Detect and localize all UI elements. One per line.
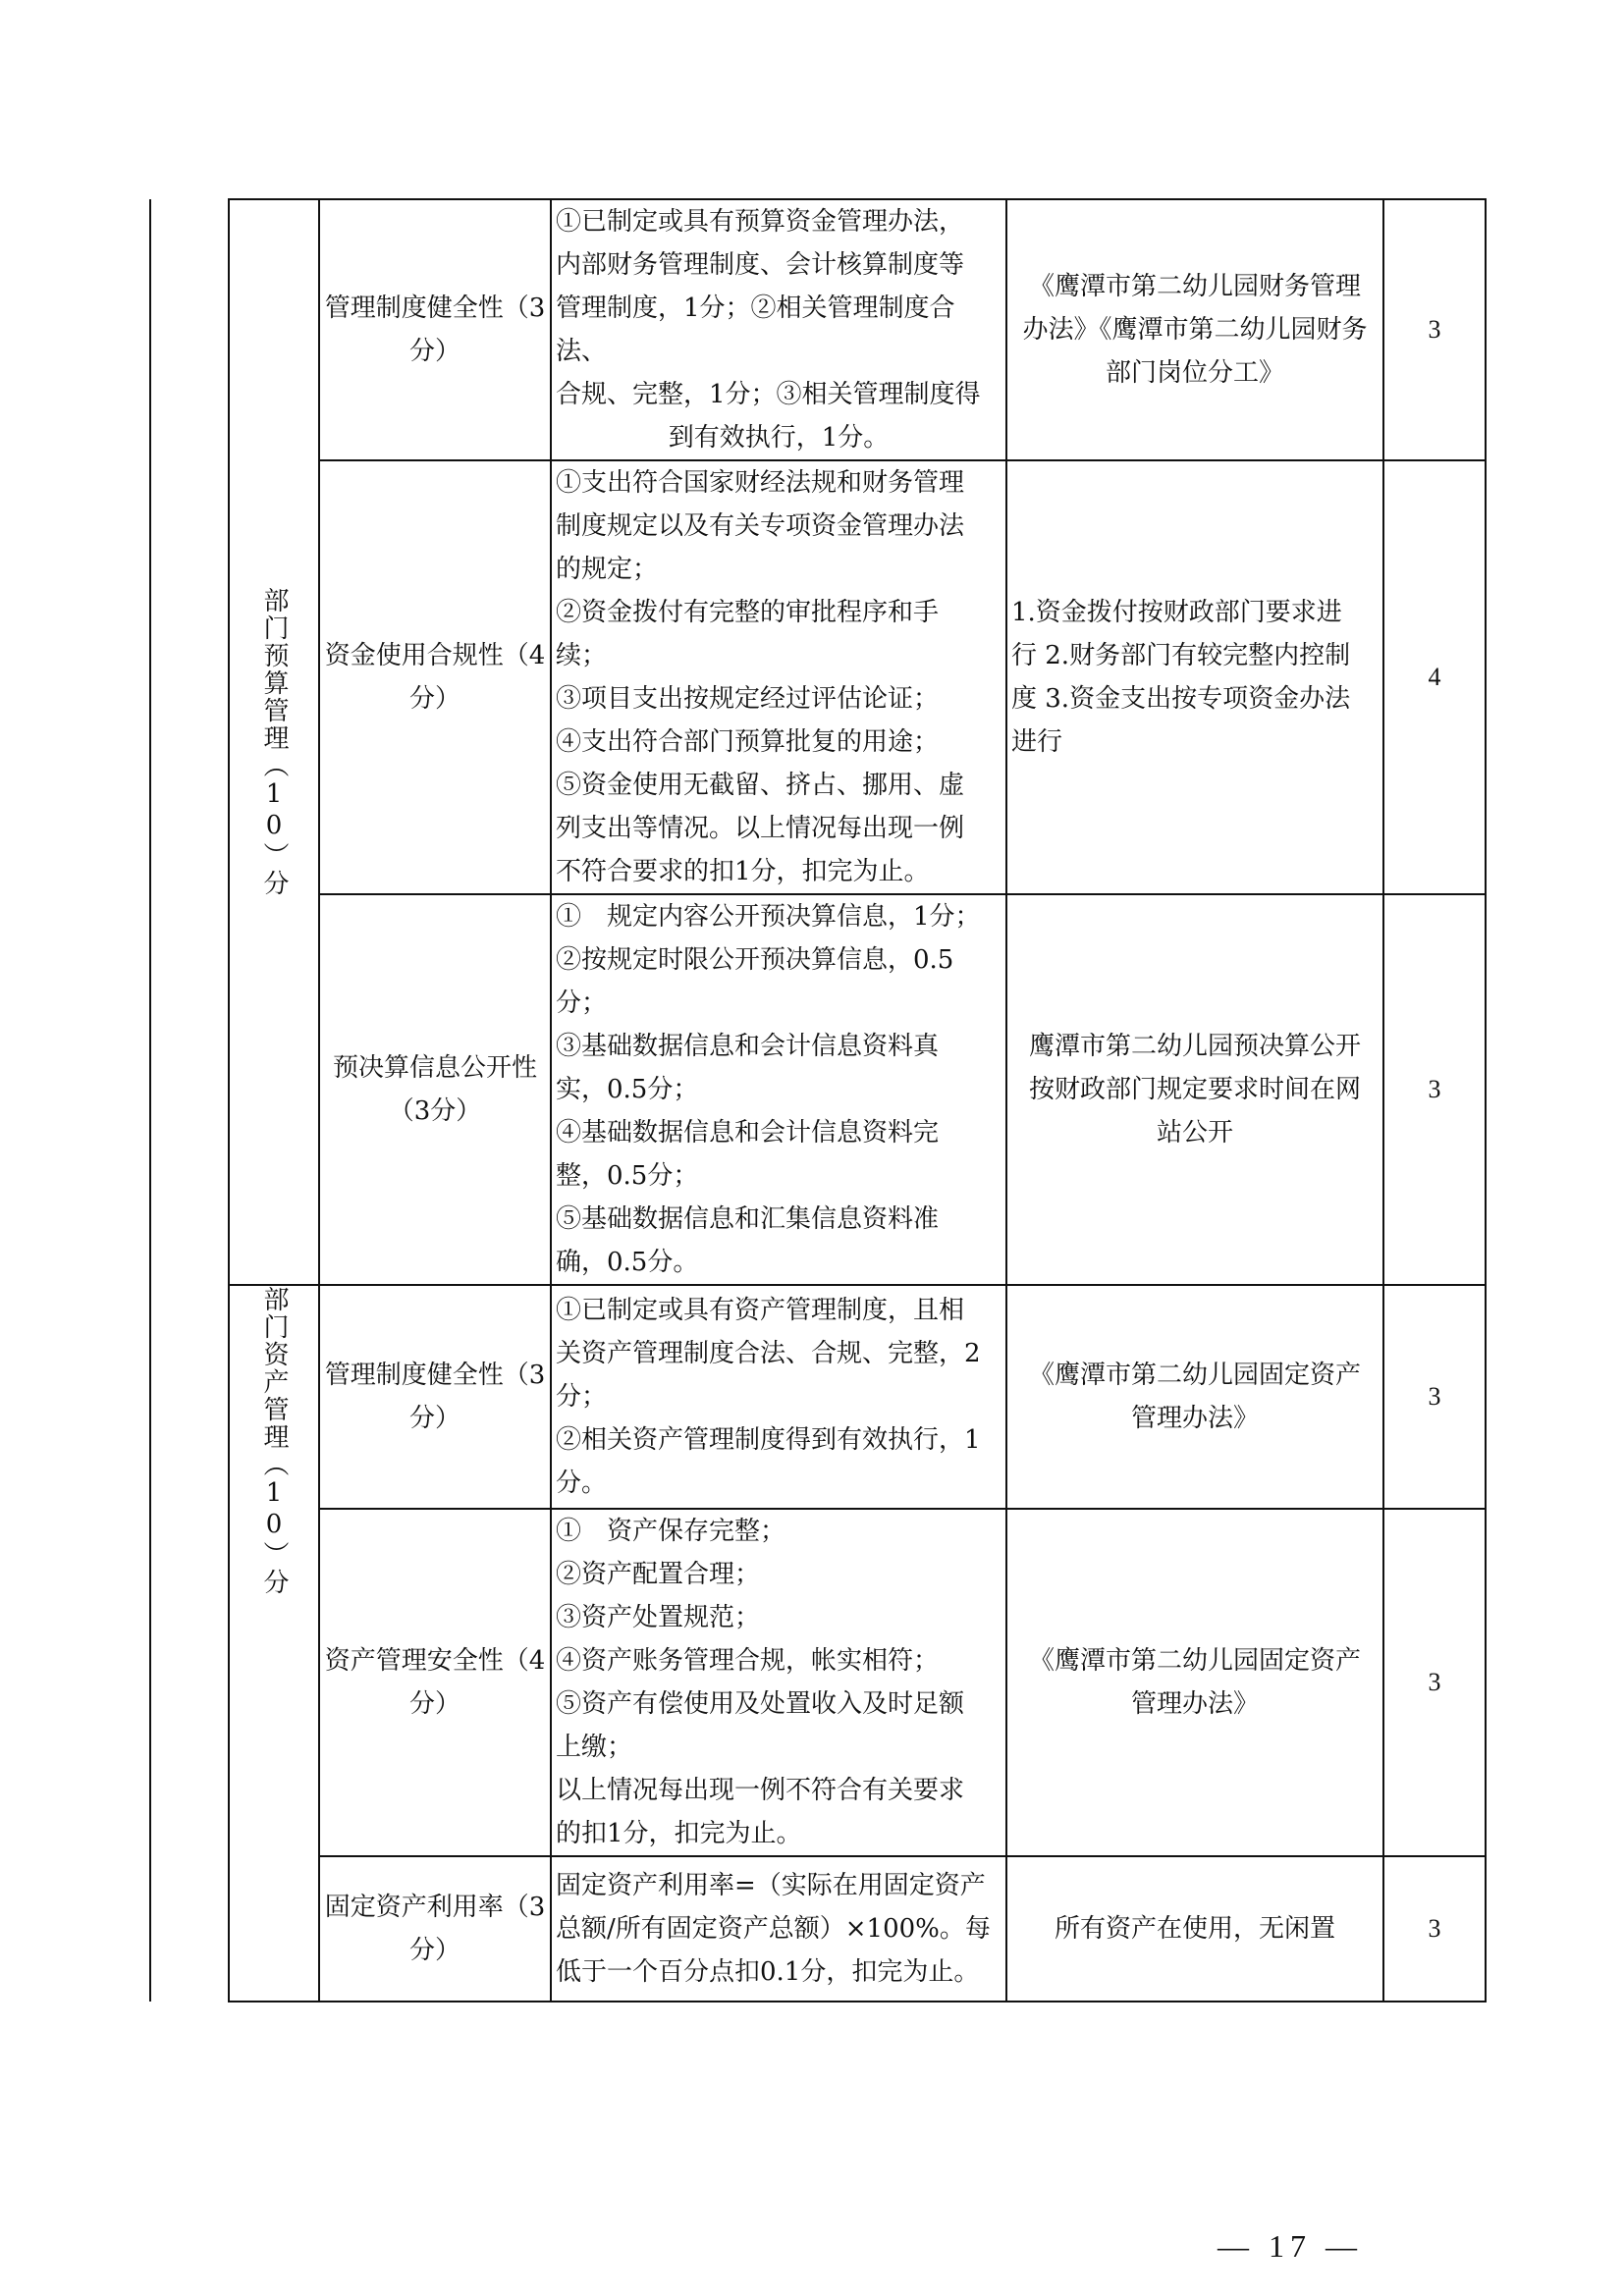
criteria-line: ① 规定内容公开预决算信息，1分；	[556, 902, 981, 932]
criteria-cell	[551, 199, 1006, 460]
criteria-line: 的规定；	[556, 555, 659, 584]
criteria-line: ③基础数据信息和会计信息资料真	[556, 1032, 940, 1061]
criteria-cell	[551, 460, 1006, 894]
criteria-line: ②按规定时限公开预决算信息，0.5	[556, 945, 954, 975]
criteria-line: ③资产处置规范；	[556, 1603, 761, 1632]
indicator-name: 预决算信息公开性（3分）	[319, 894, 551, 1285]
basis-cell	[1006, 460, 1383, 894]
category-cell	[229, 1285, 319, 2002]
criteria-line: ②资金拨付有完整的审批程序和手	[556, 598, 940, 627]
criteria-line: 不符合要求的扣1分，扣完为止。	[556, 857, 930, 886]
indicator-name: 固定资产利用率（3分）	[319, 1856, 551, 2002]
score-cell: 3	[1383, 1285, 1486, 1509]
criteria-line: 关资产管理制度合法、合规、完整，2	[556, 1339, 981, 1368]
basis-line: 管理办法》	[1130, 1404, 1259, 1433]
basis-cell	[1006, 1285, 1383, 1509]
basis-line: 《鹰潭市第二幼儿园财务管理	[1028, 272, 1361, 301]
category-label: 部门资产管理（10）分	[259, 1286, 289, 1596]
table-row	[150, 1856, 1486, 2002]
basis-line: 管理办法》	[1130, 1689, 1259, 1719]
basis-line: 所有资产在使用，无闲置	[1054, 1914, 1335, 1944]
indicator-name: 资产管理安全性（4分）	[319, 1509, 551, 1856]
criteria-cell	[551, 1856, 1006, 2002]
basis-line: 行 2.财务部门有较完整内控制	[1011, 641, 1351, 670]
criteria-line: ①已制定或具有资产管理制度，且相	[556, 1296, 965, 1325]
criteria-line: 合规、完整，1分；③相关管理制度得	[556, 380, 981, 409]
criteria-line: 制度规定以及有关专项资金管理办法	[556, 511, 965, 541]
table-row	[150, 460, 1486, 894]
criteria-line: 到有效执行，1分。	[668, 423, 890, 453]
criteria-line: 以上情况每出现一例不符合有关要求	[556, 1776, 965, 1805]
criteria-line: ②资产配置合理；	[556, 1560, 761, 1589]
criteria-cell	[551, 894, 1006, 1285]
first-column-cell	[150, 199, 229, 2002]
evaluation-table	[149, 198, 1487, 2002]
criteria-line: 固定资产利用率=（实际在用固定资产	[556, 1871, 986, 1900]
score-cell: 3	[1383, 199, 1486, 460]
indicator-name: 管理制度健全性（3分）	[319, 1285, 551, 1509]
criteria-line: ①支出符合国家财经法规和财务管理	[556, 468, 965, 498]
basis-cell	[1006, 1509, 1383, 1856]
criteria-line: 整，0.5分；	[556, 1161, 699, 1191]
criteria-cell	[551, 1509, 1006, 1856]
criteria-line: 管理制度，1分；②相关管理制度合法、	[556, 294, 955, 366]
criteria-line: ④支出符合部门预算批复的用途；	[556, 727, 940, 757]
criteria-line: 分。	[556, 1468, 608, 1498]
criteria-line: ④资产账务管理合规，帐实相符；	[556, 1646, 940, 1676]
criteria-line: 的扣1分，扣完为止。	[556, 1819, 802, 1848]
basis-cell	[1006, 199, 1383, 460]
basis-line: 《鹰潭市第二幼儿园固定资产	[1028, 1361, 1361, 1390]
page-number: — 17 —	[1218, 2228, 1363, 2264]
criteria-line: ②相关资产管理制度得到有效执行，1	[556, 1425, 981, 1455]
table-row	[150, 1509, 1486, 1856]
score-cell: 3	[1383, 894, 1486, 1285]
criteria-line: ① 资产保存完整；	[556, 1517, 786, 1546]
basis-line: 办法》《鹰潭市第二幼儿园财务	[1022, 315, 1368, 345]
indicator-name: 管理制度健全性（3分）	[319, 199, 551, 460]
basis-line: 部门岗位分工》	[1105, 358, 1284, 388]
basis-line: 按财政部门规定要求时间在网	[1028, 1075, 1361, 1104]
basis-line: 1.资金拨付按财政部门要求进	[1011, 598, 1342, 627]
criteria-line: ⑤资金使用无截留、挤占、挪用、虚	[556, 771, 965, 800]
criteria-line: ③项目支出按规定经过评估论证；	[556, 684, 940, 714]
criteria-line: 实，0.5分；	[556, 1075, 699, 1104]
criteria-line: 分；	[556, 1382, 608, 1412]
table-row	[150, 1285, 1486, 1509]
score-cell: 4	[1383, 460, 1486, 894]
table-row	[150, 199, 1486, 460]
basis-line: 《鹰潭市第二幼儿园固定资产	[1028, 1646, 1361, 1676]
category-label: 部门预算管理（10）分	[259, 587, 289, 897]
criteria-line: ⑤基础数据信息和汇集信息资料准	[556, 1204, 940, 1234]
criteria-line: 总额/所有固定资产总额）×100%。每	[556, 1914, 991, 1944]
criteria-line: 内部财务管理制度、会计核算制度等	[556, 250, 965, 280]
indicator-name: 资金使用合规性（4分）	[319, 460, 551, 894]
basis-line: 进行	[1011, 727, 1063, 757]
criteria-line: 分；	[556, 988, 608, 1018]
basis-cell	[1006, 1856, 1383, 2002]
criteria-line: ④基础数据信息和会计信息资料完	[556, 1118, 940, 1148]
table-row	[150, 894, 1486, 1285]
basis-cell	[1006, 894, 1383, 1285]
criteria-cell	[551, 1285, 1006, 1509]
criteria-line: 续；	[556, 641, 608, 670]
basis-line: 鹰潭市第二幼儿园预决算公开	[1028, 1032, 1361, 1061]
basis-line: 站公开	[1156, 1118, 1233, 1148]
score-cell: 3	[1383, 1509, 1486, 1856]
criteria-line: 确，0.5分。	[556, 1248, 699, 1277]
criteria-line: ①已制定或具有预算资金管理办法，	[556, 207, 965, 237]
criteria-line: 低于一个百分点扣0.1分，扣完为止。	[556, 1957, 980, 1987]
criteria-line: ⑤资产有偿使用及处置收入及时足额	[556, 1689, 965, 1719]
criteria-line: 上缴；	[556, 1733, 633, 1762]
criteria-line: 列支出等情况。以上情况每出现一例	[556, 814, 965, 843]
basis-line: 度 3.资金支出按专项资金办法	[1011, 684, 1351, 714]
score-cell: 3	[1383, 1856, 1486, 2002]
category-cell	[229, 199, 319, 1285]
